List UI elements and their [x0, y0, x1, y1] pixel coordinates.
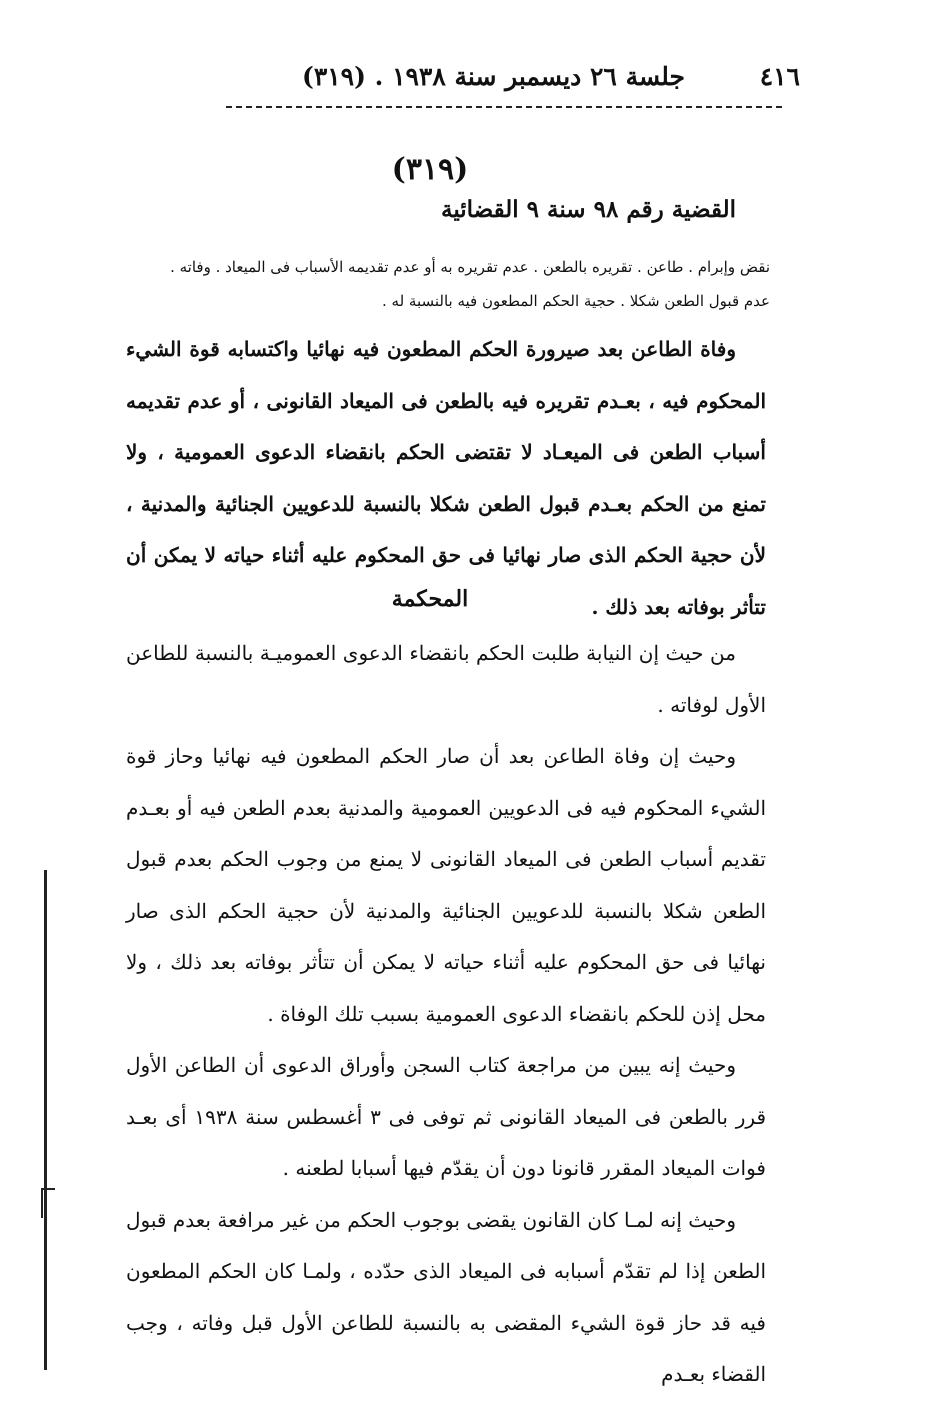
case-number: (٣١٩): [391, 152, 469, 187]
judgment-paragraph: وحيث إن وفاة الطاعن بعد أن صار الحكم المطعون فيه نهائيا وحاز قوة الشيء المحكوم فيه فى الدعويين العمومية والمدنية بعدم الطعن فيه أو بعـدم تقديم أسباب الطعن فى الميعاد القانونى لا يمنع من وجوب الحكم بعدم قبول الطعن شكلا بالنسبة للدعويين الجنائية والمدنية لأن حجية الحكم الذى صار نهائيا فى حق المحكوم عليه أثناء حياته لا يمكن أن تتأثر بوفاته بعد ذلك ، ولا محل إذن للحكم بانقضاء الدعوى العمومية بسبب تلك الوفاة .: [126, 744, 766, 1026]
case-summary: [110, 250, 770, 318]
judgment-body: [126, 628, 766, 1401]
summary-line: نقض وإبرام . طاعن . تقريره بالطعن . عدم تقريره به أو عدم تقديمه الأسباب فى الميعاد . وفاته .: [170, 258, 770, 276]
header-divider: [226, 106, 782, 108]
running-header: [240, 62, 800, 98]
page-number: ٤١٦: [759, 62, 800, 91]
headnote-paragraph: وفاة الطاعن بعد صيرورة الحكم المطعون فيه نهائيا واكتسابه قوة الشيء المحكوم فيه ، بعـدم تقريره فيه بالطعن فى الميعاد القانونى ، أو عدم تقديمه أسباب الطعن فى الميعـاد لا تقتضى الحكم بانقضاء الدعوى العمومية ، ولا تمنع من الحكم بعـدم قبول الطعن شكلا بالنسبة للدعويين الجنائية والمدنية ، لأن حجية الحكم الذى صار نهائيا فى حق المحكوم عليه أثناء حياته لا يمكن أن تتأثر بوفاته بعد ذلك .: [126, 337, 766, 619]
section-heading: المحكمة: [391, 586, 469, 612]
session-header: جلسة ٢٦ ديسمبر سنة ١٩٣٨ . (٣١٩): [301, 62, 685, 91]
margin-bracket-line: [44, 870, 47, 1370]
summary-line: عدم قبول الطعن شكلا . حجية الحكم المطعون فيه بالنسبة له .: [381, 292, 770, 310]
judgment-paragraph: وحيث إنه يبين من مراجعة كتاب السجن وأوراق الدعوى أن الطاعن الأول قرر بالطعن فى الميعاد القانونى ثم توفى فى ٣ أغسطس سنة ١٩٣٨ أى بعـد فوات الميعاد المقرر قانونا دون أن يقدّم فيها أسبابا لطعنه .: [126, 1053, 766, 1180]
case-title: القضية رقم ٩٨ سنة ٩ القضائية: [441, 196, 736, 223]
judgment-paragraph: وحيث إنه لمـا كان القانون يقضى بوجوب الحكم من غير مرافعة بعدم قبول الطعن إذا لم تقدّم أسبابه فى الميعاد الذى حدّده ، ولمـا كان الحكم المطعون فيه قد حاز قوة الشيء المقضى به بالنسبة للطاعن الأول قبل وفاته ، وجب القضاء بعـدم: [126, 1207, 766, 1386]
judgment-paragraph: من حيث إن النيابة طلبت الحكم بانقضاء الدعوى العموميـة بالنسبة للطاعن الأول لوفاته .: [126, 641, 766, 717]
margin-bracket-mark: [41, 1188, 55, 1218]
